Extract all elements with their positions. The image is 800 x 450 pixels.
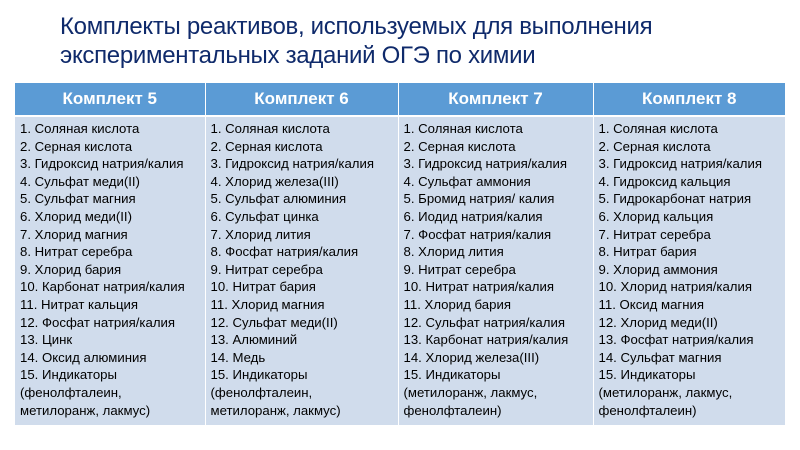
reagent-list-item: 8. Нитрат бария (598, 244, 697, 260)
kit-5-reagent-list (15, 116, 205, 425)
reagent-list-item: (фенолфталеин, (20, 384, 122, 400)
reagent-list-item: 15. Индикаторы (210, 367, 308, 383)
column-header-kit-6: Комплект 6 (205, 83, 398, 116)
reagent-list-item: 3. Гидроксид натрия/калия (20, 156, 184, 172)
reagent-list-item: 14. Хлорид железа(III) (403, 349, 540, 365)
reagent-list-item: (фенолфталеин, (210, 384, 313, 400)
reagent-list-item: 15. Индикаторы (598, 367, 696, 383)
reagent-list-item: 11. Нитрат кальция (20, 296, 139, 312)
reagent-list-item: 10. Карбонат натрия/калия (20, 279, 185, 295)
reagent-list-item: 11. Хлорид бария (403, 296, 511, 312)
reagent-list-item: 3. Гидроксид натрия/калия (210, 156, 374, 172)
reagent-list-item: 13. Карбонат натрия/калия (403, 332, 569, 348)
reagent-list-item: (метилоранж, лакмус, (403, 384, 538, 400)
column-header-kit-5: Комплект 5 (15, 83, 205, 116)
reagent-list-item: 2. Серная кислота (20, 138, 133, 154)
reagent-list-item: 7. Хлорид лития (210, 226, 311, 242)
reagent-list-item: 15. Индикаторы (20, 367, 117, 383)
reagent-list-item: 5. Гидрокарбонат натрия (598, 191, 752, 207)
reagent-list-item: 8. Хлорид лития (403, 244, 504, 260)
column-header-kit-7: Комплект 7 (398, 83, 593, 116)
reagent-list-item: 7. Нитрат серебра (598, 226, 711, 242)
reagent-list-item: 5. Сульфат алюминия (210, 191, 347, 207)
reagent-list-item: 9. Нитрат серебра (403, 261, 516, 277)
reagent-list-item: 11. Хлорид магния (210, 296, 325, 312)
reagent-list-item: 13. Фосфат натрия/калия (598, 332, 754, 348)
reagent-list-item: метилоранж, лакмус) (20, 402, 151, 418)
table-header-row (15, 83, 785, 116)
reagent-list-item: 1. Соляная кислота (598, 121, 718, 136)
reagent-list-item: 6. Хлорид кальция (598, 208, 714, 224)
kit-8-reagent-list (593, 116, 785, 425)
reagent-list-item: 12. Фосфат натрия/калия (20, 314, 176, 330)
reagent-list-item: 1. Соляная кислота (210, 121, 330, 136)
kit-6-reagent-list (205, 116, 398, 425)
reagent-list-item: 2. Серная кислота (210, 138, 323, 154)
column-header-kit-8: Комплект 8 (593, 83, 785, 116)
reagent-list-item: 4. Гидроксид кальция (598, 173, 731, 189)
reagent-list-item: 13. Цинк (20, 332, 73, 348)
reagent-list-item: 2. Серная кислота (598, 138, 711, 154)
reagent-list-item: 5. Сульфат магния (20, 191, 136, 207)
reagent-list-item: 6. Хлорид меди(II) (20, 208, 132, 224)
reagent-list-item: 12. Сульфат натрия/калия (403, 314, 565, 330)
reagent-list-item: (метилоранж, лакмус, (598, 384, 733, 400)
reagent-list-item: 10. Хлорид натрия/калия (598, 279, 752, 295)
reagent-list-item: 3. Гидроксид натрия/калия (403, 156, 567, 172)
reagent-list-item: 10. Нитрат натрия/калия (403, 279, 554, 295)
page-title-line-1: Комплекты реактивов, используемых для выполнения (60, 13, 653, 40)
reagent-list-item: 4. Сульфат аммония (403, 173, 531, 189)
reagent-list-item: 5. Бромид натрия/ калия (403, 191, 555, 207)
reagent-list-item: фенолфталеин) (403, 402, 502, 418)
reagent-list-item: метилоранж, лакмус) (210, 402, 341, 418)
reagent-list-item: 9. Хлорид бария (20, 261, 122, 277)
reagent-list-item: 12. Хлорид меди(II) (598, 314, 718, 330)
reagent-list-item: 7. Фосфат натрия/калия (403, 226, 552, 242)
reagent-list-item: 1. Соляная кислота (20, 121, 140, 136)
reagent-list-item: 11. Оксид магния (598, 296, 705, 312)
reagent-list-item: 1. Соляная кислота (403, 121, 523, 136)
reagent-list-item: 6. Иодид натрия/калия (403, 208, 543, 224)
reagent-list-item: 2. Серная кислота (403, 138, 516, 154)
reagent-list-item: 15. Индикаторы (403, 367, 501, 383)
reagent-list-item: 10. Нитрат бария (210, 279, 316, 295)
reagent-list-item: 14. Медь (210, 349, 266, 365)
page-title (60, 12, 780, 70)
reagent-list-item: 4. Хлорид железа(III) (210, 173, 339, 189)
reagent-list-item: 3. Гидроксид натрия/калия (598, 156, 762, 172)
reagent-list-item: 8. Фосфат натрия/калия (210, 244, 359, 260)
reagent-list-item: 12. Сульфат меди(II) (210, 314, 338, 330)
reagent-list-item: 8. Нитрат серебра (20, 244, 133, 260)
reagent-list-item: 9. Нитрат серебра (210, 261, 323, 277)
reagent-list-item: 9. Хлорид аммония (598, 261, 718, 277)
reagent-list-item: фенолфталеин) (598, 402, 697, 418)
reagent-list-item: 4. Сульфат меди(II) (20, 173, 140, 189)
reagent-list-item: 7. Хлорид магния (20, 226, 128, 242)
reagent-kits-table (15, 83, 785, 425)
reagent-list-item: 6. Сульфат цинка (210, 208, 319, 224)
table-body-row (15, 116, 785, 425)
reagent-list-item: 14. Сульфат магния (598, 349, 722, 365)
reagent-list-item: 13. Алюминий (210, 332, 298, 348)
page-title-line-2: экспериментальных заданий ОГЭ по химии (60, 42, 536, 69)
kit-7-reagent-list (398, 116, 593, 425)
reagent-list-item: 14. Оксид алюминия (20, 349, 147, 365)
